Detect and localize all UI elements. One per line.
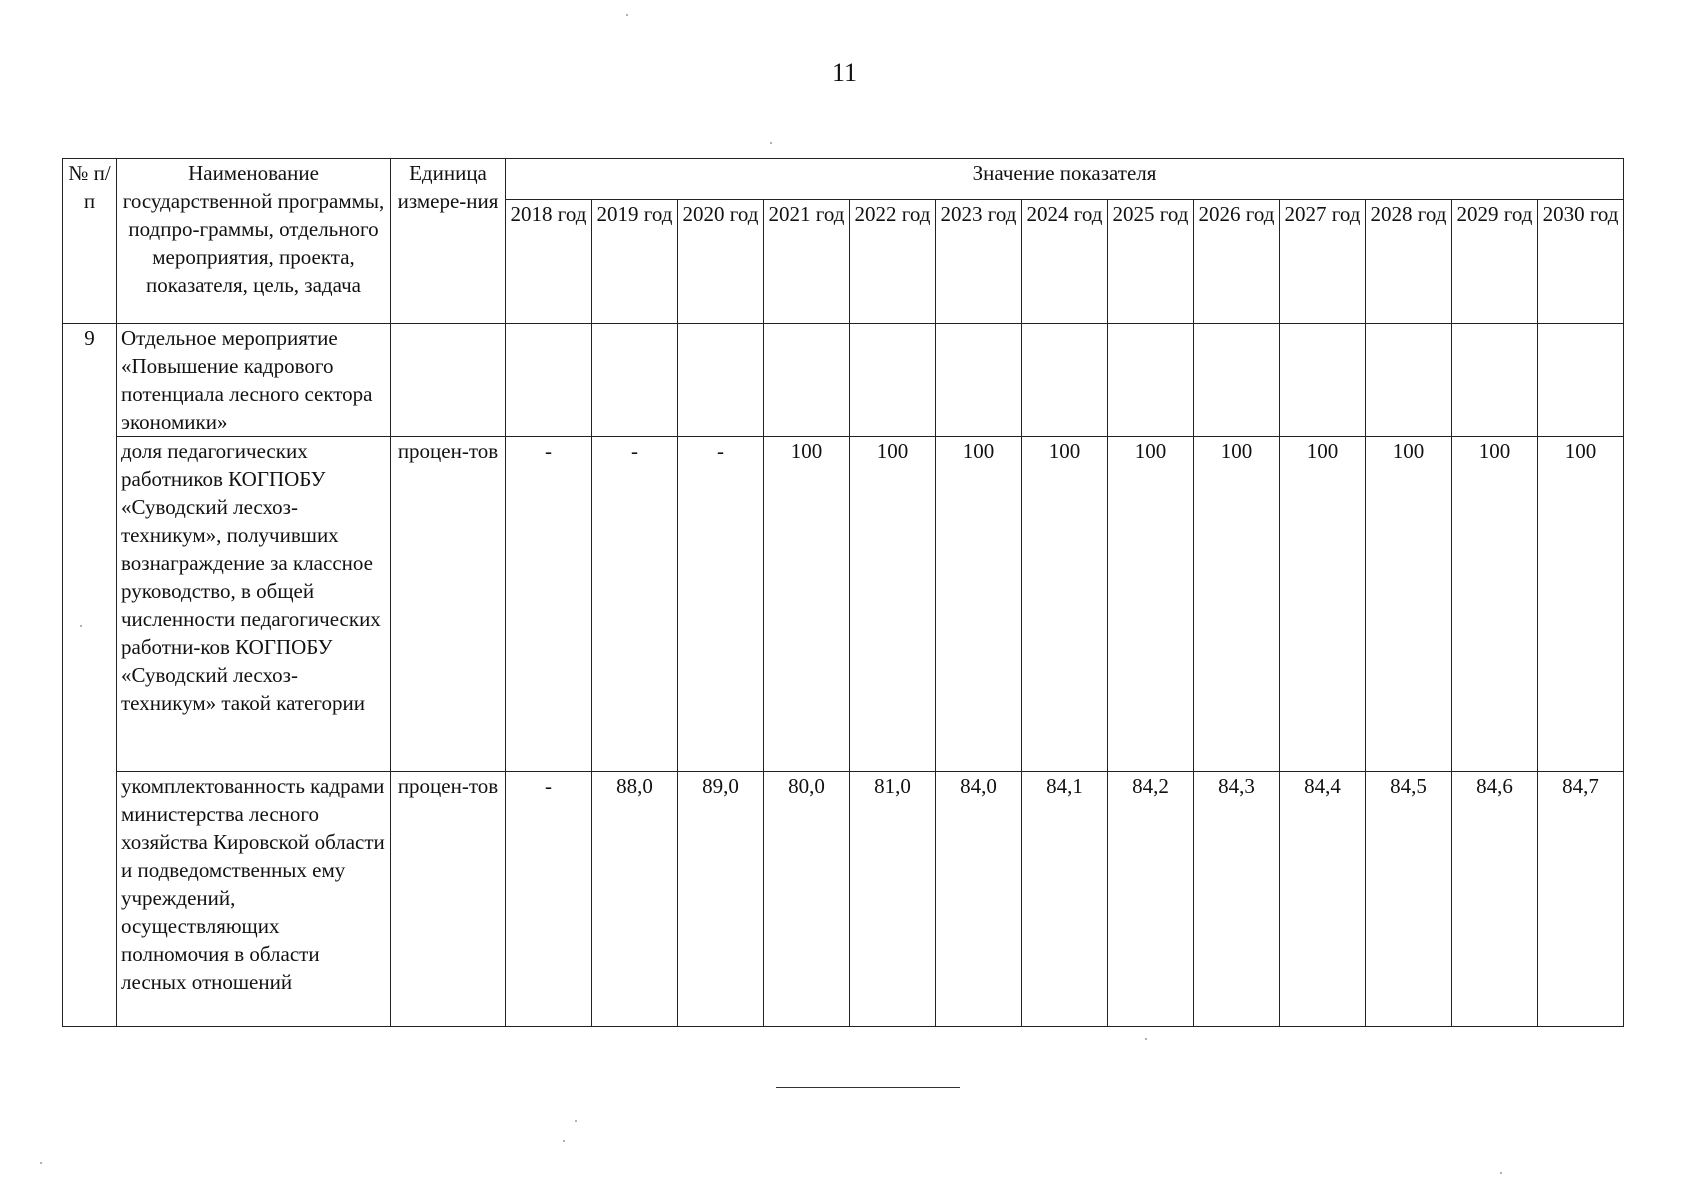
row-value xyxy=(1452,324,1538,437)
header-row-top xyxy=(63,159,1624,200)
row-unit: процен-тов xyxy=(391,437,506,772)
row-value: 88,0 xyxy=(592,772,678,1027)
row-value: 84,2 xyxy=(1108,772,1194,1027)
scan-speck xyxy=(1145,1038,1147,1040)
row-value: 81,0 xyxy=(850,772,936,1027)
row-unit xyxy=(391,324,506,437)
header-year: 2022 год xyxy=(850,200,936,324)
header-year: 2021 год xyxy=(764,200,850,324)
header-year: 2023 год xyxy=(936,200,1022,324)
row-name: Отдельное мероприятие «Повышение кадрового потенциала лесного сектора экономики» xyxy=(117,324,391,437)
header-num: № п/п xyxy=(63,159,117,324)
row-value: 84,6 xyxy=(1452,772,1538,1027)
table-row xyxy=(63,324,1624,437)
row-name: доля педагогических работников КОГПОБУ «Суводский лесхоз-техникум», получивших вознаграждение за классное руководство, в общей численности педагогических работни-ков КОГПОБУ «Суводский лесхоз-техникум» такой категории xyxy=(117,437,391,772)
table-row xyxy=(63,437,1624,772)
row-value xyxy=(592,324,678,437)
header-year: 2024 год xyxy=(1022,200,1108,324)
row-value: 84,7 xyxy=(1538,772,1624,1027)
row-value: 100 xyxy=(936,437,1022,772)
header-year: 2027 год xyxy=(1280,200,1366,324)
row-value: 100 xyxy=(1366,437,1452,772)
row-value xyxy=(1194,324,1280,437)
row-value xyxy=(1280,324,1366,437)
header-unit: Единица измере-ния xyxy=(391,159,506,324)
scan-speck xyxy=(563,1140,565,1142)
row-value xyxy=(1022,324,1108,437)
row-value: - xyxy=(506,437,592,772)
scan-speck xyxy=(626,14,628,16)
scan-speck xyxy=(575,1120,577,1122)
indicator-table xyxy=(62,158,1624,1027)
row-unit: процен-тов xyxy=(391,772,506,1027)
scan-speck xyxy=(770,142,772,144)
row-value: 100 xyxy=(1108,437,1194,772)
header-year: 2018 год xyxy=(506,200,592,324)
header-year: 2028 год xyxy=(1366,200,1452,324)
row-value xyxy=(678,324,764,437)
row-value: 100 xyxy=(1452,437,1538,772)
row-value: 100 xyxy=(1280,437,1366,772)
page-number: 11 xyxy=(831,58,858,87)
row-value xyxy=(1366,324,1452,437)
row-value: 84,4 xyxy=(1280,772,1366,1027)
row-value: 100 xyxy=(1022,437,1108,772)
row-value: - xyxy=(678,437,764,772)
row-value: 100 xyxy=(764,437,850,772)
row-value: 84,3 xyxy=(1194,772,1280,1027)
row-value xyxy=(1108,324,1194,437)
row-value xyxy=(850,324,936,437)
row-number: 9 xyxy=(63,324,117,1027)
header-name: Наименование государственной программы, подпро-граммы, отдельного мероприятия, проекта, показателя, цель, задача xyxy=(117,159,391,324)
row-value xyxy=(506,324,592,437)
row-value xyxy=(936,324,1022,437)
row-value: - xyxy=(506,772,592,1027)
scan-speck xyxy=(1500,1172,1502,1174)
footer-divider xyxy=(776,1087,960,1088)
row-value: 84,0 xyxy=(936,772,1022,1027)
scan-speck xyxy=(40,1162,42,1164)
row-value: 80,0 xyxy=(764,772,850,1027)
row-value: 100 xyxy=(1538,437,1624,772)
header-year: 2029 год xyxy=(1452,200,1538,324)
table-row xyxy=(63,772,1624,1027)
row-value: - xyxy=(592,437,678,772)
header-year: 2019 год xyxy=(592,200,678,324)
row-value: 84,5 xyxy=(1366,772,1452,1027)
scan-speck xyxy=(80,625,82,627)
header-year: 2020 год xyxy=(678,200,764,324)
header-year: 2026 год xyxy=(1194,200,1280,324)
row-value xyxy=(764,324,850,437)
row-value: 84,1 xyxy=(1022,772,1108,1027)
header-year: 2025 год xyxy=(1108,200,1194,324)
row-value: 100 xyxy=(1194,437,1280,772)
row-value: 89,0 xyxy=(678,772,764,1027)
row-value: 100 xyxy=(850,437,936,772)
header-value-group: Значение показателя xyxy=(506,159,1624,200)
row-value xyxy=(1538,324,1624,437)
row-name: укомплектованность кадрами министерства лесного хозяйства Кировской области и подведомственных ему учреждений, осуществляющих полномочия в области лесных отношений xyxy=(117,772,391,1027)
header-year: 2030 год xyxy=(1538,200,1624,324)
table-body xyxy=(63,324,1624,1027)
